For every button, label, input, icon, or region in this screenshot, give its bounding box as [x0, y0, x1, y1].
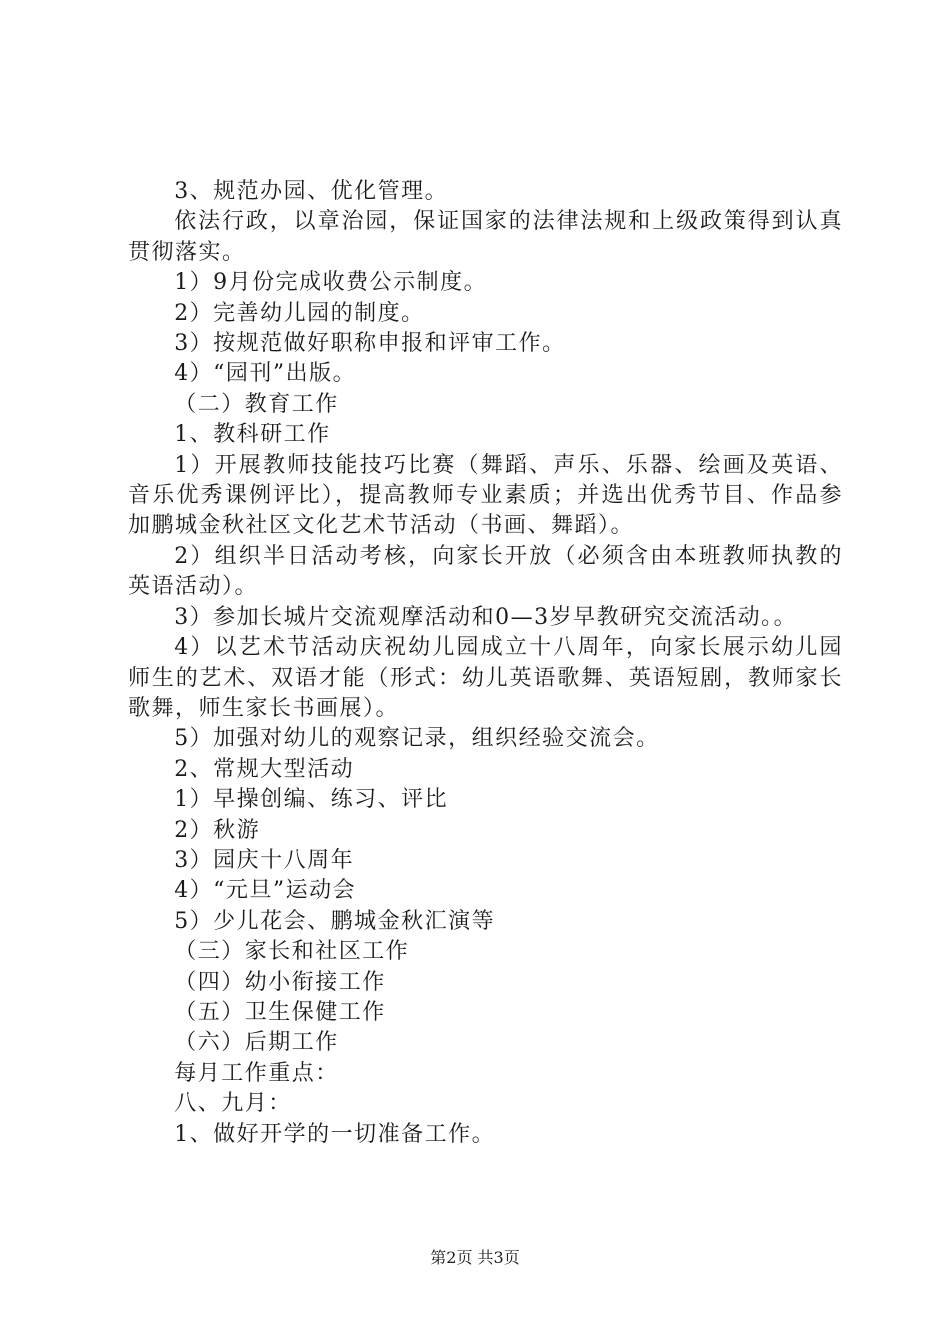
- paragraph: 1、做好开学的一切准备工作。: [174, 1121, 496, 1147]
- subsection-heading: 2、常规大型活动: [174, 756, 355, 782]
- paragraph: 3、规范办园、优化管理。: [174, 179, 449, 204]
- paragraph: 3）园庆十八周年: [174, 847, 355, 873]
- subsection-heading: 1、教科研工作: [174, 422, 331, 448]
- paragraph: 2）组织半日活动考核，向家长开放（必须含由本班教师执教的英语活动）。: [128, 543, 843, 600]
- paragraph: 1）开展教师技能技巧比赛（舞蹈、声乐、乐器、绘画及英语、音乐优秀课例评比），提高教师专业素质；并选出优秀节目、作品参加鹏城金秋社区文化艺术节活动（书画、舞蹈）。: [128, 452, 843, 539]
- section-heading: （四）幼小衔接工作: [174, 969, 386, 995]
- section-heading: （六）后期工作: [174, 1030, 339, 1056]
- section-heading: （二）教育工作: [174, 391, 339, 417]
- paragraph: 八、九月：: [174, 1091, 292, 1117]
- paragraph: 每月工作重点：: [174, 1060, 339, 1086]
- paragraph: 3）参加长城片交流观摩活动和0—3岁早教研究交流活动。。: [174, 604, 798, 630]
- paragraph: 4）“园刊”出版。: [174, 361, 357, 387]
- document-body: [128, 177, 843, 1150]
- page-footer: [0, 1245, 950, 1268]
- paragraph: 1）9月份完成收费公示制度。: [174, 270, 488, 296]
- page-number: 第2页 共3页: [430, 1248, 520, 1267]
- section-heading: （五）卫生保健工作: [174, 999, 386, 1025]
- paragraph: 依法行政，以章治园，保证国家的法律法规和上级政策得到认真贯彻落实。: [128, 209, 843, 265]
- paragraph: 4）以艺术节活动庆祝幼儿园成立十八周年，向家长展示幼儿园师生的艺术、双语才能（形式：幼儿英语歌舞、英语短剧，教师家长歌舞，师生家长书画展）。: [128, 635, 843, 721]
- paragraph: 5）加强对幼儿的观察记录，组织经验交流会。: [174, 726, 660, 752]
- paragraph: 5）少儿花会、鹏城金秋汇演等: [174, 908, 496, 934]
- paragraph: 2）秋游: [174, 817, 261, 843]
- paragraph: 2）完善幼儿园的制度。: [174, 300, 425, 326]
- paragraph: 3）按规范做好职称申报和评审工作。: [174, 331, 566, 357]
- paragraph: 4）“元旦”运动会: [174, 878, 357, 904]
- paragraph: 1）早操创编、练习、评比: [174, 787, 449, 813]
- section-heading: （三）家长和社区工作: [174, 939, 410, 965]
